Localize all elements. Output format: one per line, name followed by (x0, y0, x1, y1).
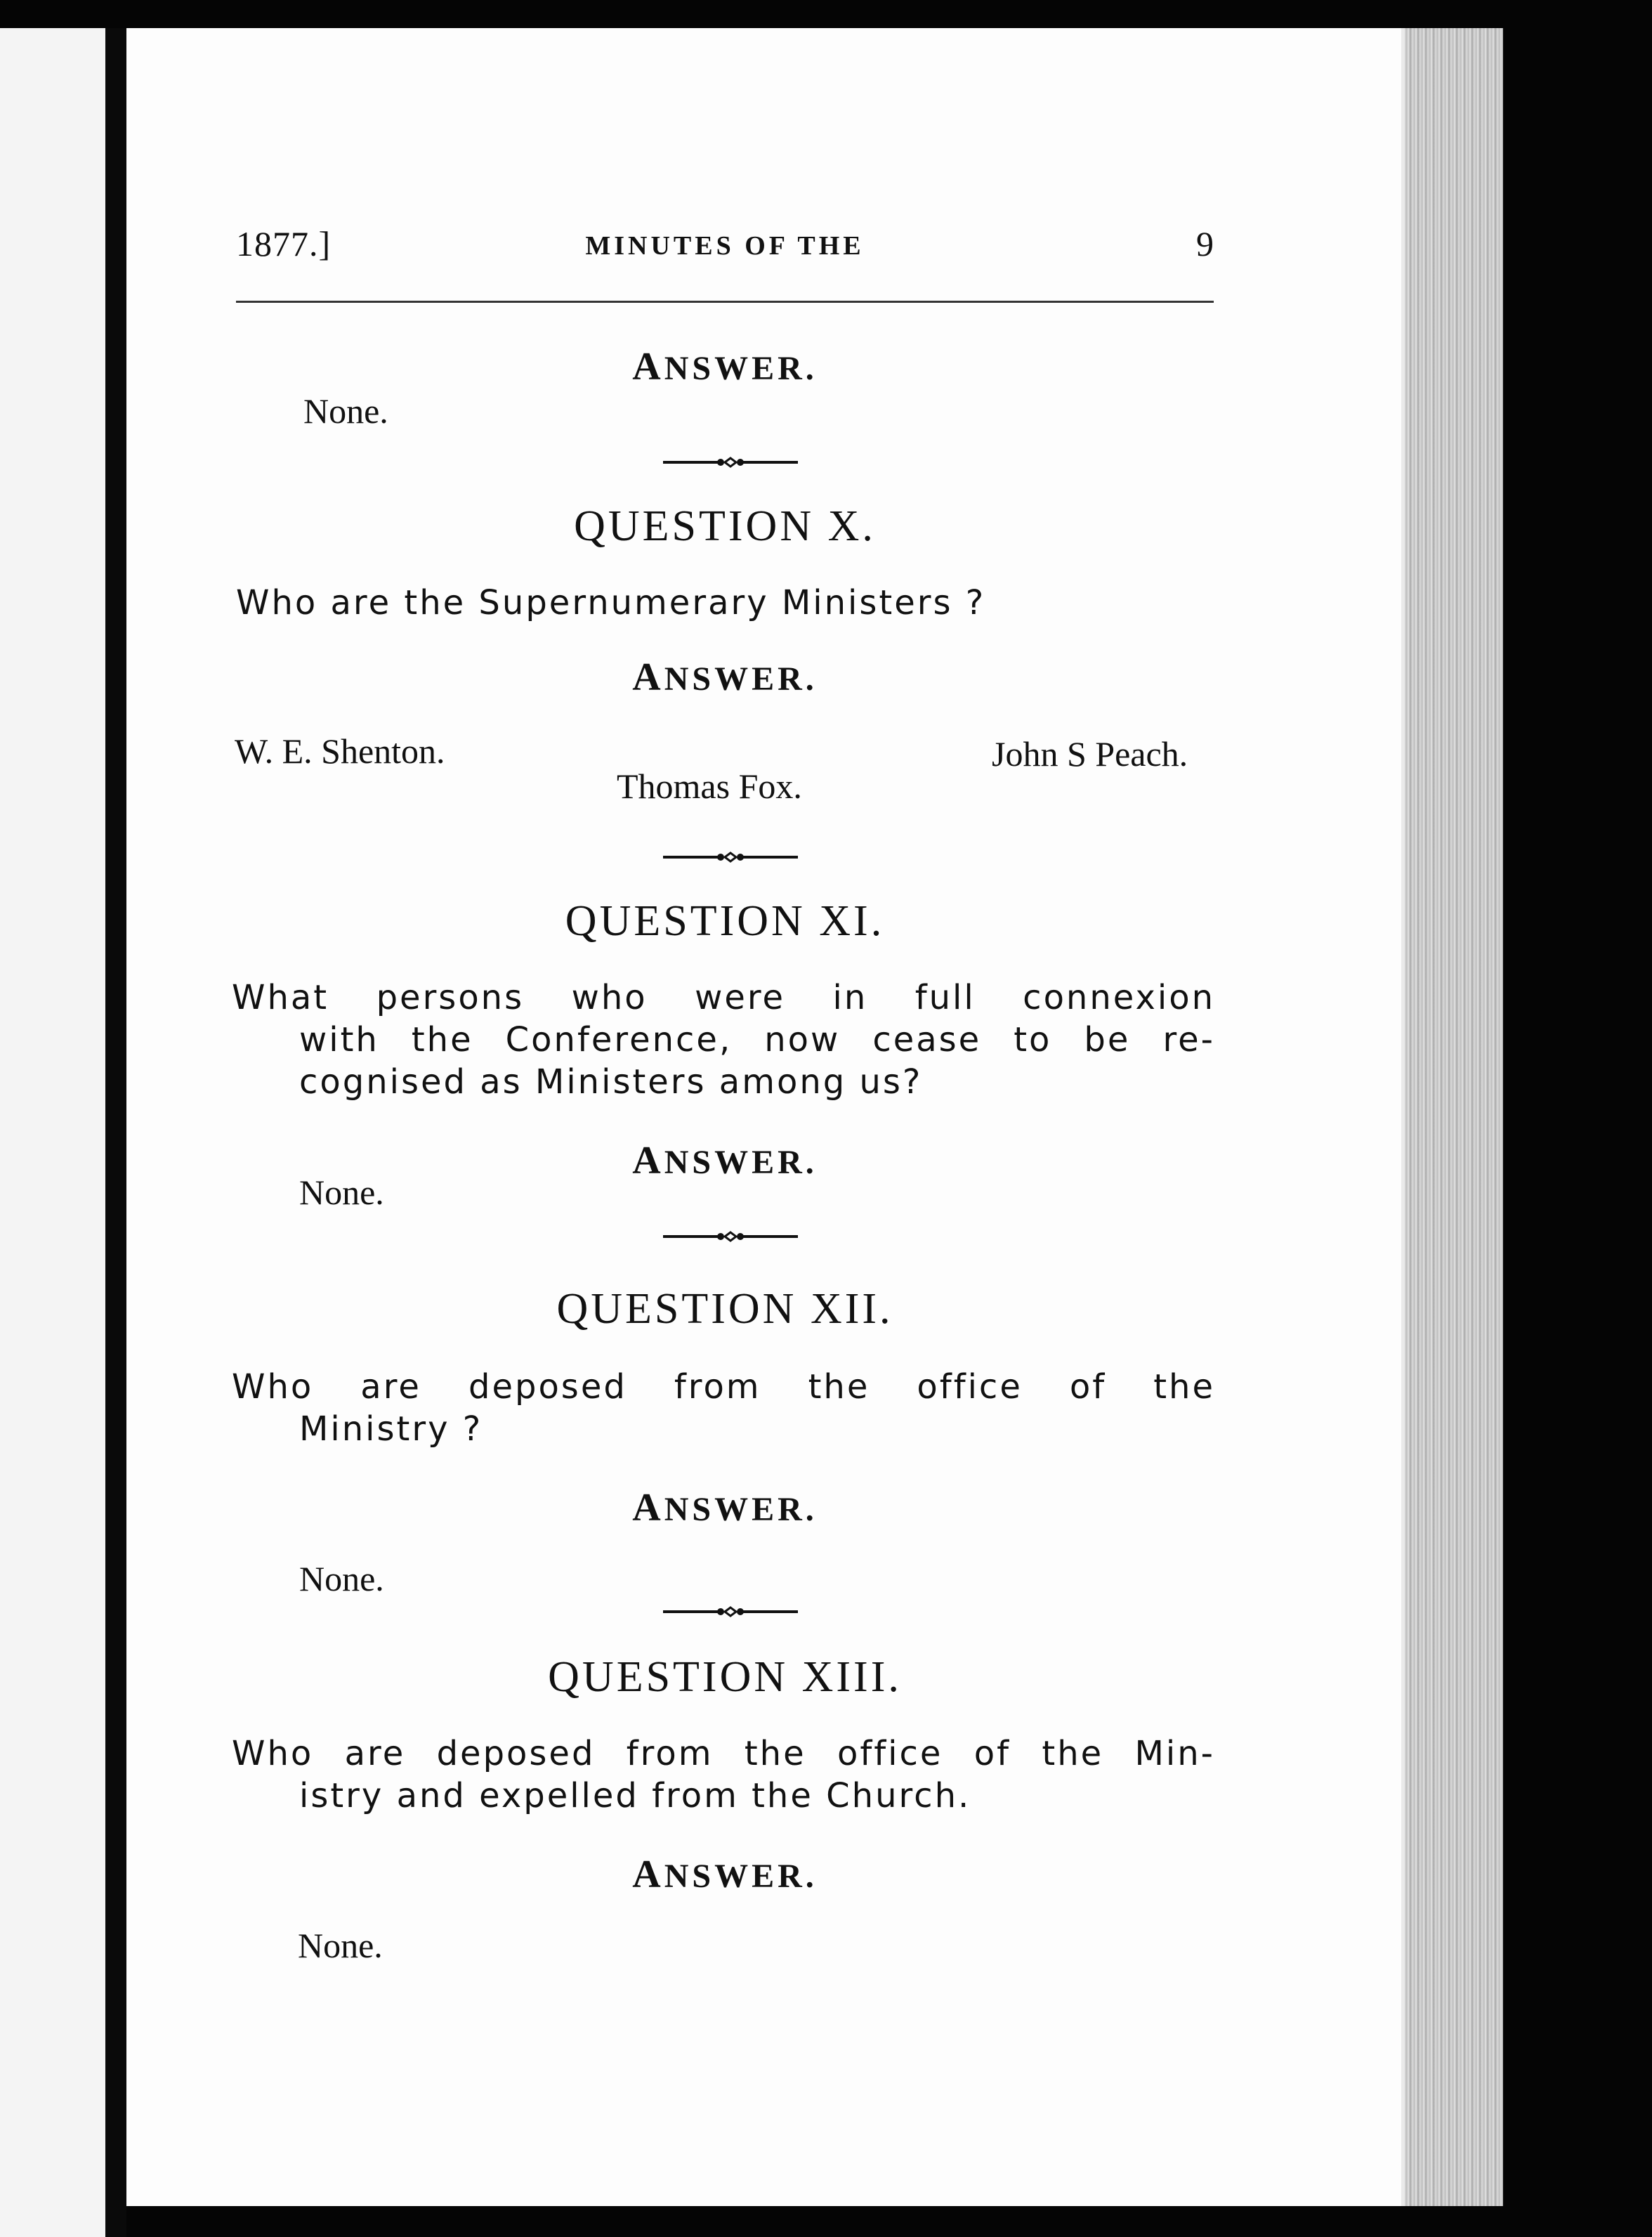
minister-name: John S Peach. (992, 734, 1188, 774)
question-text-xiii (232, 1733, 1215, 1817)
fore-edge-pages (1405, 28, 1503, 2206)
question-text-line: Ministry ? (299, 1409, 483, 1449)
question-heading-xiii: QUESTION XIII. (548, 1653, 902, 1701)
question-text-line: Who are deposed from the office of the (232, 1367, 1215, 1407)
answer-text-xiii: None. (298, 1926, 383, 1965)
answer-heading-xi: ANSWER. (632, 1139, 818, 1182)
section-divider-ornament (660, 1605, 801, 1619)
question-text-xii (232, 1366, 1215, 1450)
question-heading-x: QUESTION X. (574, 502, 876, 550)
scan-border-right (1503, 0, 1652, 2237)
question-heading-xi: QUESTION XI. (565, 897, 885, 945)
page-number: 9 (1196, 224, 1214, 263)
minister-name: Thomas Fox. (617, 767, 802, 806)
question-heading-xii: QUESTION XII. (556, 1285, 893, 1333)
question-text-line: What persons who were in full connexion (232, 978, 1215, 1017)
section-divider-ornament (660, 1230, 801, 1244)
question-text-line: cognised as Ministers among us? (299, 1062, 923, 1102)
question-text-x: Who are the Supernumerary Ministers ? (236, 583, 986, 622)
answer-text-xii: None. (299, 1559, 384, 1598)
answer-heading-xiii: ANSWER. (632, 1853, 818, 1896)
minister-name: W. E. Shenton. (235, 731, 445, 771)
answer-heading: ANSWER. (632, 345, 818, 389)
gutter-shadow (105, 28, 126, 2237)
scan-border-top (0, 0, 1652, 28)
answer-heading-xii: ANSWER. (632, 1486, 818, 1530)
section-divider-ornament (660, 850, 801, 864)
facing-page-edge (0, 28, 105, 2237)
running-head-year: 1877.] (236, 224, 332, 263)
running-head-title: MINUTES OF THE (585, 231, 865, 261)
answer-text: None. (303, 391, 388, 431)
question-text-line: with the Conference, now cease to be re- (299, 1020, 1215, 1059)
answer-heading-x: ANSWER. (632, 656, 818, 699)
answer-text-xi: None. (299, 1173, 384, 1212)
question-text-xi (232, 977, 1215, 1103)
section-divider-ornament (660, 455, 801, 469)
running-head (236, 223, 1214, 266)
question-text-line: Who are deposed from the office of the Min- (232, 1734, 1215, 1773)
header-rule (236, 301, 1214, 303)
scan-border-bottom (126, 2206, 1503, 2237)
question-text-line: istry and expelled from the Church. (299, 1776, 971, 1815)
